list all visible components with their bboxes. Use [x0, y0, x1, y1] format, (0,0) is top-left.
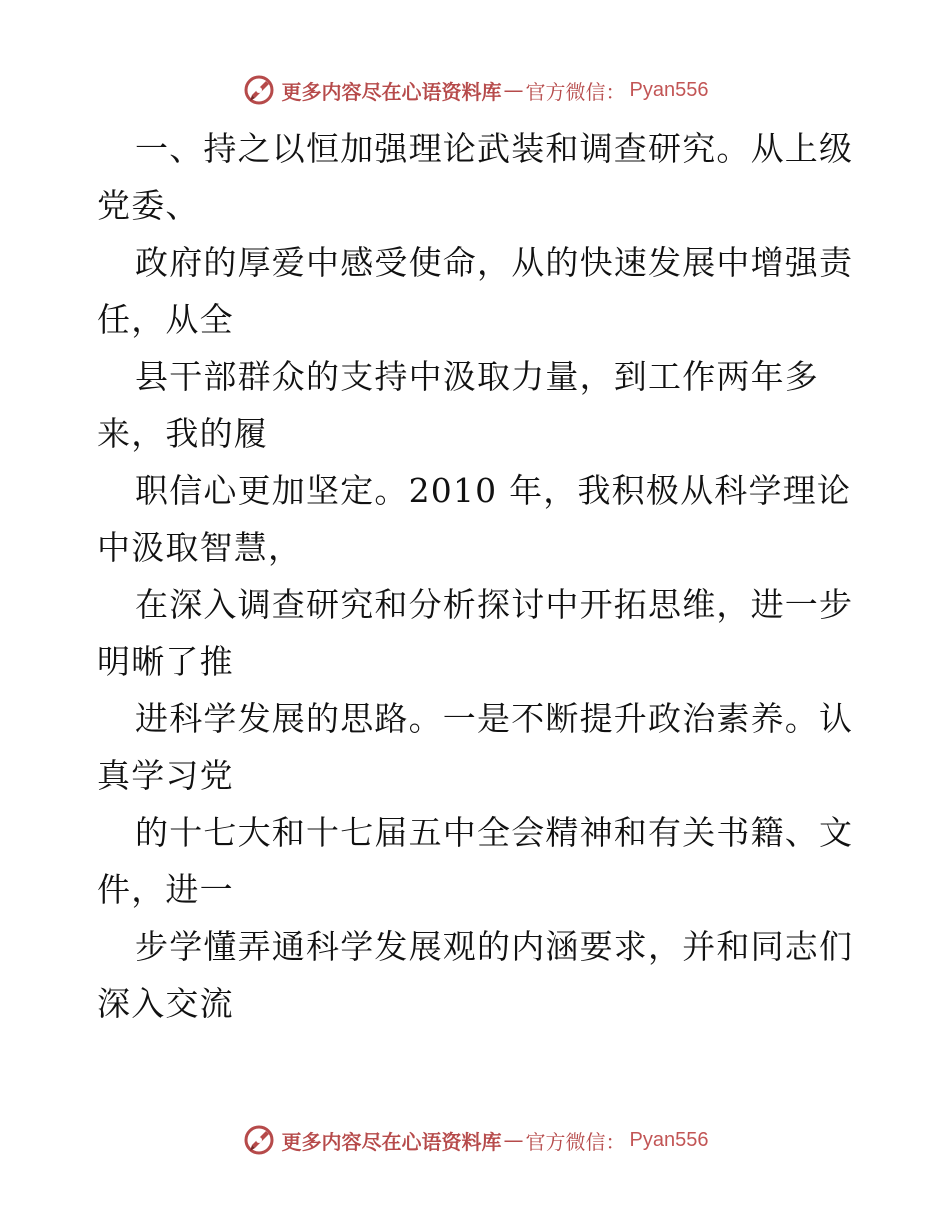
footer-banner-separator: — — [503, 1128, 524, 1152]
footer-banner-text — [282, 1126, 709, 1155]
body-line: 职信心更加坚定。2010 年，我积极从科学理论 — [135, 471, 852, 510]
footer-banner-wechat-id: Pyan556 — [629, 1128, 709, 1151]
body-line: 政府的厚爱中感受使命，从的快速发展中增强责 — [135, 243, 854, 282]
header-banner-text — [282, 76, 709, 105]
footer-banner-official-label: 官方微信： — [525, 1129, 626, 1154]
body-line: 进科学发展的思路。一是不断提升政治素养。认 — [135, 699, 854, 738]
document-body — [97, 120, 867, 1032]
footer-banner-main-text: 更多内容尽在心语资料库 — [281, 1129, 502, 1154]
header-banner-main-text: 更多内容尽在心语资料库 — [281, 79, 502, 104]
body-line: 明晰了推 — [97, 642, 234, 681]
body-line: 任，从全 — [97, 300, 234, 339]
body-line: 在深入调查研究和分析探讨中开拓思维，进一步 — [135, 585, 854, 624]
header-banner-separator: — — [503, 78, 524, 102]
body-line: 来，我的履 — [97, 414, 268, 453]
body-line: 真学习党 — [97, 756, 234, 795]
body-line: 一、持之以恒加强理论武装和调查研究。从上级 — [135, 129, 854, 168]
header-banner-wechat-id: Pyan556 — [629, 78, 709, 101]
body-line: 县干部群众的支持中汲取力量，到工作两年多 — [135, 357, 819, 396]
body-line: 步学懂弄通科学发展观的内涵要求，并和同志们 — [135, 927, 854, 966]
pen-circle-logo-icon — [242, 1123, 276, 1157]
body-line: 中汲取智慧， — [97, 528, 303, 567]
header-banner-official-label: 官方微信： — [525, 79, 626, 104]
body-line: 党委、 — [97, 186, 200, 225]
header-banner — [0, 70, 950, 110]
footer-banner — [0, 1120, 950, 1160]
body-line: 件，进一 — [97, 870, 234, 909]
pen-circle-logo-icon — [242, 73, 276, 107]
body-line: 深入交流 — [97, 984, 234, 1023]
body-line: 的十七大和十七届五中全会精神和有关书籍、文 — [135, 813, 854, 852]
